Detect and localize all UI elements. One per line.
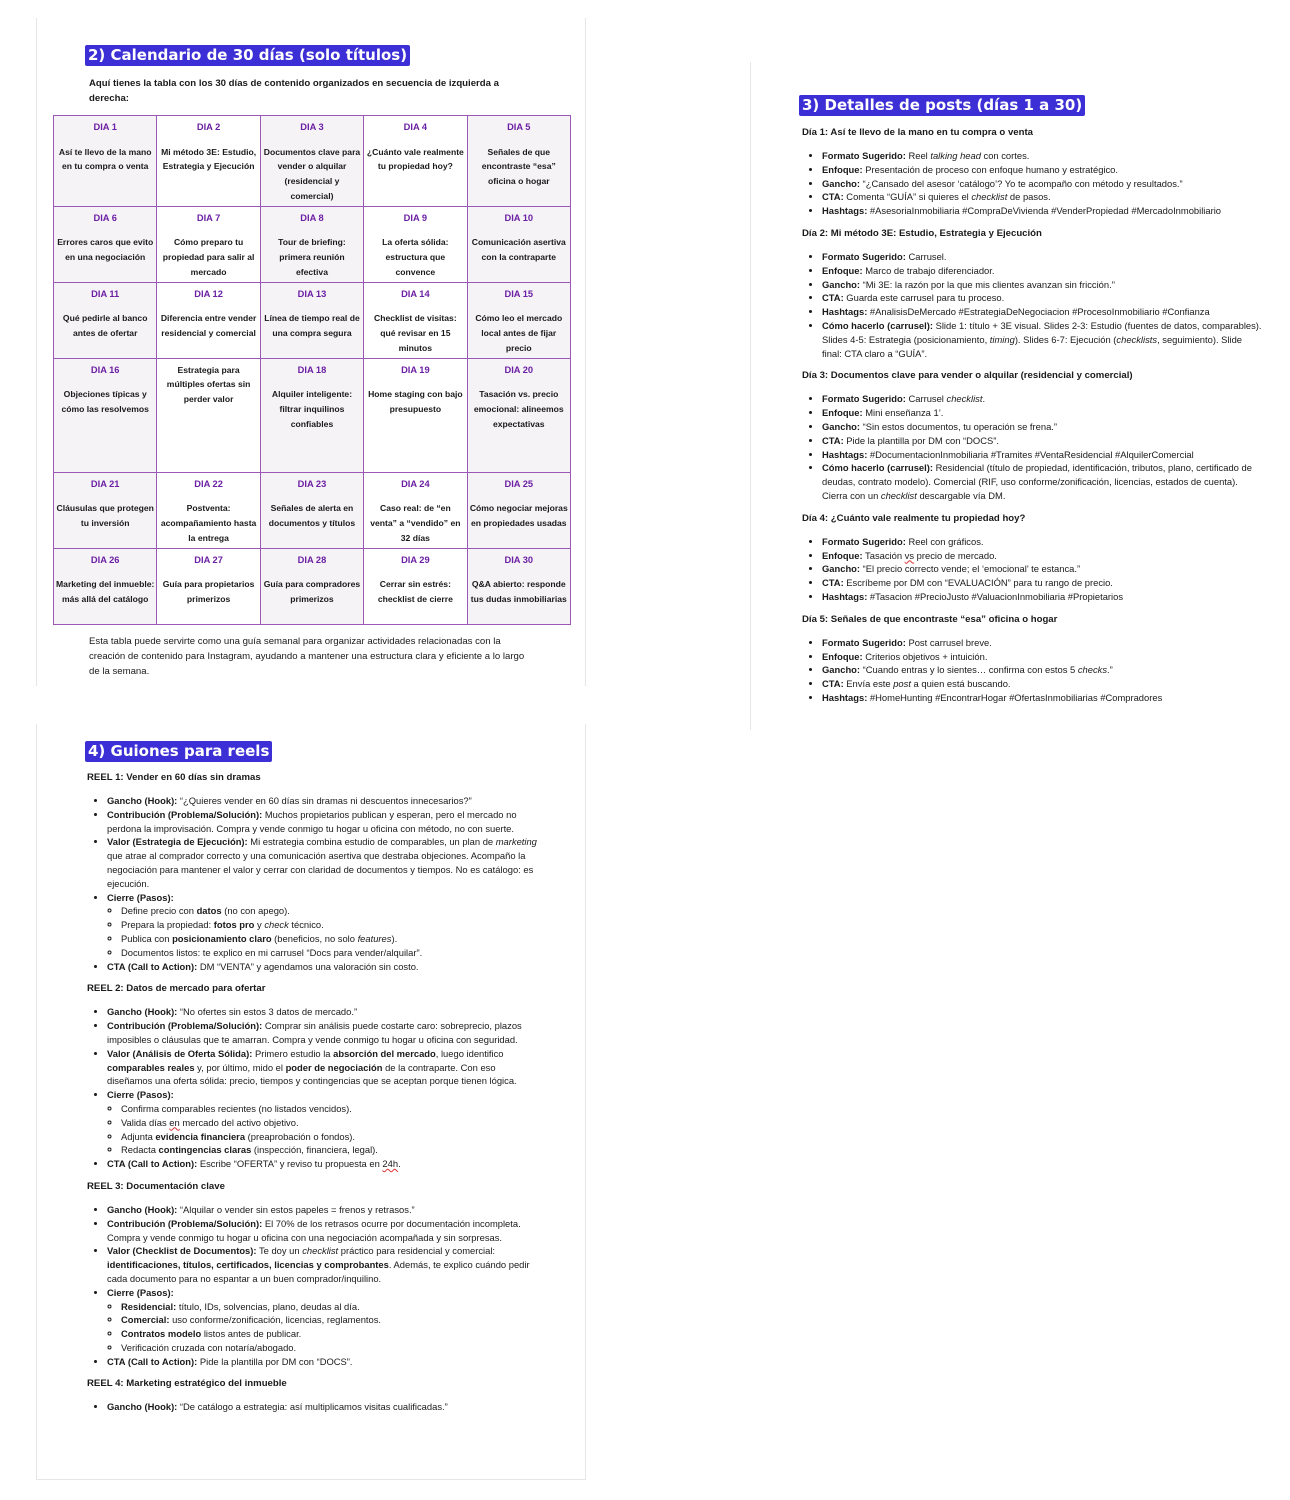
post-field: • CTA: Envía este post a quien está buscando.: [822, 677, 1262, 691]
details-body: [802, 126, 1262, 705]
reel-step: ◦ Confirma comparables recientes (no listados vencidos).: [121, 1102, 537, 1116]
calendar-cell: [260, 282, 363, 358]
day-number: DIA 1: [93, 122, 117, 132]
reel-bullet: • Gancho (Hook): “¿Quieres vender en 60 días sin dramas ni descuentos innecesarios?”: [107, 794, 537, 808]
calendar-cell: [364, 282, 467, 358]
calendar-cell: [157, 548, 260, 624]
reel-bullet: • Valor (Estrategia de Ejecución): Mi estrategia combina estudio de comparables, un plan de marketing que atrae al comprador correcto y una comunicación asertiva que destraba objeciones. Acompaño la negociación para mantener el valor y cerrar con claridad de documentos y tiempos. No es catálogo: es ejecución.: [107, 835, 537, 890]
day-number: DIA 19: [401, 364, 430, 375]
post-field: • Hashtags: #HomeHunting #EncontrarHogar #OfertasInmobiliarias #Compradores: [822, 691, 1262, 705]
details-heading-wrap: [799, 95, 1085, 116]
reel-step: ◦ Verificación cruzada con notaría/abogado.: [121, 1341, 537, 1355]
post-title: Día 5: Señales de que encontraste “esa” oficina o hogar: [802, 613, 1058, 625]
day-title: Señales de que encontraste “esa” oficina o hogar: [481, 146, 556, 187]
reel-bullet-list: [87, 1005, 537, 1171]
day-number: DIA 20: [504, 364, 534, 375]
day-number: DIA 26: [90, 554, 120, 565]
day-title: Q&A abierto: responde tus dudas inmobiliarias: [470, 579, 567, 604]
day-title: Línea de tiempo real de una compra segura: [264, 313, 360, 338]
post-title: Día 3: Documentos clave para vender o alquilar (residencial y comercial): [802, 370, 1133, 382]
details-heading: 3) Detalles de posts (días 1 a 30): [799, 95, 1085, 116]
calendar-cell: [157, 206, 260, 282]
day-title: La oferta sólida: estructura que convence: [382, 237, 449, 277]
day-title: Errores caros que evito en una negociación: [57, 237, 154, 262]
calendar-intro: Aquí tienes la tabla con los 30 días de contenido organizados en secuencia de izquierda a derecha:: [89, 78, 499, 104]
reel-bullet: • Cierre (Pasos): ◦ Residencial: título, IDs, solvencias, plano, deudas al día. ◦ Comercial: uso conforme/zonificación, licencias, reglamentos. ◦ Contratos modelo listos antes de publicar. ◦ Verificación cruzada con notaría/abogado.: [107, 1286, 537, 1355]
calendar-row: [54, 116, 571, 207]
calendar-cell: [157, 472, 260, 548]
calendar-cell: [467, 358, 570, 472]
calendar-cell: [260, 548, 363, 624]
day-title: Diferencia entre vender residencial y comercial: [160, 313, 257, 338]
calendar-cell: [157, 282, 260, 358]
reel-title: REEL 2: Datos de mercado para ofertar: [87, 983, 266, 995]
post-field: • CTA: Guarda este carrusel para tu proceso.: [822, 291, 1262, 305]
day-number: DIA 3: [300, 122, 324, 132]
calendar-row: [54, 206, 571, 282]
reels-page: [36, 724, 586, 1480]
day-title: Guía para propietarios primerizos: [162, 579, 255, 604]
post-field: • Formato Sugerido: Reel con gráficos.: [822, 535, 1262, 549]
reel-bullet: • Cierre (Pasos): ◦ Confirma comparables recientes (no listados vencidos). ◦ Valida días en mercado del activo objetivo. ◦ Adjunta evidencia financiera (preaprobación o fondos). ◦ Redacta contingencias claras (inspección, financiera, legal).: [107, 1088, 537, 1157]
day-title: Cómo leo el mercado local antes de fijar precio: [475, 313, 563, 353]
calendar-outro: Esta tabla puede servirte como una guía semanal para organizar actividades relacionadas con la creación de contenido para Instagram, ayudando a mantener una estructura clara y eficiente a lo largo de la semana.: [89, 636, 525, 677]
day-title: Guía para compradores primerizos: [263, 579, 361, 604]
reel-step: ◦ Publica con posicionamiento claro (beneficios, no solo features).: [121, 932, 537, 946]
calendar-cell: [157, 116, 260, 207]
post-field: • Cómo hacerlo (carrusel): Residencial (título de propiedad, identificación, tributos, plano, certificado de deudas, contrato modelo). Comercial (RIF, uso conforme/zonificación, licencias, estados de cuenta). Cierra con un checklist descargable vía DM.: [822, 461, 1262, 502]
reel-bullet: • CTA (Call to Action): DM “VENTA” y agendamos una valoración sin costo.: [107, 960, 537, 974]
reel-bullet: • Gancho (Hook): “No ofertes sin estos 3 datos de mercado.”: [107, 1005, 537, 1019]
reel-step-list: [107, 1300, 537, 1355]
calendar-page: [36, 18, 586, 686]
post-field: • Enfoque: Marco de trabajo diferenciador.: [822, 264, 1262, 278]
calendar-row: [54, 472, 571, 548]
post-field: • Formato Sugerido: Carrusel.: [822, 250, 1262, 264]
day-number: DIA 22: [194, 478, 223, 489]
calendar-cell: [157, 358, 260, 472]
day-number: DIA 23: [297, 478, 327, 489]
day-number: DIA 24: [401, 478, 430, 489]
post-field-list: [802, 149, 1262, 218]
reel-bullet: • Cierre (Pasos): ◦ Define precio con datos (no con apego). ◦ Prepara la propiedad: fotos pro y check técnico. ◦ Publica con posicionamiento claro (beneficios, no solo features). ◦ Documentos listos: te explico en mi carrusel “Docs para vender/alquilar”.: [107, 891, 537, 960]
reel-bullet: • Valor (Análisis de Oferta Sólida): Primero estudio la absorción del mercado, luego identifico comparables reales y, por último, mido el poder de negociación de la contraparte. Con eso diseñamos una oferta sólida: precio, tiempos y contingencias que se aceptan porque tienen lógica.: [107, 1047, 537, 1088]
day-number: DIA 28: [297, 554, 327, 565]
day-number: DIA 27: [194, 554, 223, 565]
day-title: Qué pedirle al banco antes de ofertar: [62, 313, 148, 338]
calendar-cell: [467, 206, 570, 282]
post-field: • Hashtags: #DocumentacionInmobiliaria #Tramites #VentaResidencial #AlquilerComercial: [822, 448, 1262, 462]
reel-step: ◦ Contratos modelo listos antes de publicar.: [121, 1327, 537, 1341]
reel-title: REEL 4: Marketing estratégico del inmueble: [87, 1378, 287, 1390]
calendar-cell: [467, 116, 570, 207]
day-number: DIA 6: [93, 212, 117, 223]
reel-bullet: • Gancho (Hook): “De catálogo a estrategia: así multiplicamos visitas cualificadas.”: [107, 1400, 537, 1414]
day-number: DIA 16: [90, 364, 120, 375]
day-number: DIA 7: [196, 212, 221, 223]
post-field: • Gancho: “Cuando entras y lo sientes… confirma con estos 5 checks.”: [822, 663, 1262, 677]
post-field-list: [802, 250, 1262, 360]
day-title: Objeciones típicas y cómo las resolvemos: [61, 389, 149, 414]
day-number: DIA 18: [297, 364, 327, 375]
post-field: • Enfoque: Tasación vs precio de mercado.: [822, 549, 1262, 563]
post-field: • CTA: Comenta “GUÍA” si quieres el checklist de pasos.: [822, 190, 1262, 204]
calendar-cell: [54, 206, 157, 282]
calendar-table: [53, 115, 571, 625]
post-title: Día 2: Mi método 3E: Estudio, Estrategia y Ejecución: [802, 227, 1042, 239]
day-number: DIA 14: [401, 288, 430, 299]
post-field: • Formato Sugerido: Carrusel checklist.: [822, 392, 1262, 406]
day-number: DIA 29: [401, 554, 430, 565]
calendar-heading-wrap: [85, 45, 410, 66]
calendar-row: [54, 282, 571, 358]
reel-title: REEL 3: Documentación clave: [87, 1180, 225, 1192]
reel-bullet: • Contribución (Problema/Solución): El 70% de los retrasos ocurre por documentación incompleta. Compra y vende conmigo tu hogar u oficina con una negociación acompañada y sin sorpresas.: [107, 1217, 537, 1245]
calendar-cell: [54, 548, 157, 624]
reel-step: ◦ Residencial: título, IDs, solvencias, plano, deudas al día.: [121, 1300, 537, 1314]
post-field: • Gancho: “Mi 3E: la razón por la que mis clientes avanzan sin fricción.”: [822, 278, 1262, 292]
calendar-cell: [260, 472, 363, 548]
day-title: Tour de briefing: primera reunión efectiva: [278, 237, 346, 277]
day-title: Postventa: acompañamiento hasta la entrega: [160, 503, 257, 543]
day-number: DIA 12: [194, 288, 223, 299]
day-title: Cómo negociar mejoras en propiedades usadas: [469, 503, 568, 528]
calendar-cell: [364, 472, 467, 548]
calendar-cell: [364, 206, 467, 282]
day-title: Alquiler inteligente: filtrar inquilinos confiables: [271, 389, 353, 429]
day-title: Checklist de visitas: qué revisar en 15 minutos: [374, 313, 457, 353]
calendar-cell: [54, 358, 157, 472]
reel-step: ◦ Adjunta evidencia financiera (preaprobación o fondos).: [121, 1130, 537, 1144]
post-field: • Hashtags: #AsesoriaInmobiliaria #CompraDeVivienda #VenderPropiedad #MercadoInmobiliario: [822, 204, 1262, 218]
calendar-cell: [260, 116, 363, 207]
post-field: • Gancho: “¿Cansado del asesor ‘catálogo’? Yo te acompaño con método y resultados.”: [822, 177, 1262, 191]
day-number: DIA 30: [504, 554, 534, 565]
post-title: Día 4: ¿Cuánto vale realmente tu propiedad hoy?: [802, 512, 1026, 524]
post-details-page: [750, 62, 1290, 730]
post-field: • Formato Sugerido: Reel talking head con cortes.: [822, 149, 1262, 163]
post-field: • CTA: Escríbeme por DM con “EVALUACIÓN” para tu rango de precio.: [822, 576, 1262, 590]
reel-title: REEL 1: Vender en 60 días sin dramas: [87, 772, 261, 783]
calendar-cell: [260, 206, 363, 282]
post-field: • Enfoque: Criterios objetivos + intuición.: [822, 650, 1262, 664]
day-number: DIA 10: [504, 212, 534, 223]
calendar-cell: [54, 282, 157, 358]
calendar-row: [54, 548, 571, 624]
post-field: • Formato Sugerido: Post carrusel breve.: [822, 636, 1262, 650]
calendar-cell: [54, 472, 157, 548]
day-number: DIA 21: [90, 478, 120, 489]
day-title: Mi método 3E: Estudio, Estrategia y Ejecución: [161, 146, 257, 172]
day-title: Comunicación asertiva con la contraparte: [471, 237, 566, 262]
post-field: • Gancho: “El precio correcto vende; el ‘emocional’ te estanca.”: [822, 562, 1262, 576]
reel-step: ◦ Documentos listos: te explico en mi carrusel “Docs para vender/alquilar”.: [121, 946, 537, 960]
reel-step-list: [107, 1102, 537, 1157]
calendar-cell: [467, 548, 570, 624]
reel-bullet: • Contribución (Problema/Solución): Comprar sin análisis puede costarte caro: sobreprecio, plazos imposibles o cláusulas que te amarran. Compra y vende conmigo tu hogar u oficina con seguridad.: [107, 1019, 537, 1047]
day-title: Cerrar sin estrés: checklist de cierre: [377, 579, 453, 604]
day-title: Caso real: de “en venta” a “vendido” en 32 días: [370, 503, 461, 543]
reels-body: [87, 771, 537, 1414]
calendar-cell: [364, 548, 467, 624]
post-field: • Cómo hacerlo (carrusel): Slide 1: título + 3E visual. Slides 2-3: Estudio (fuentes de datos, comparables). Slides 4-5: Estrategia (posicionamiento, timing). Slides 6-7: Ejecución (checklists, seguimiento). Slide final: CTA claro a “GUÍA”.: [822, 319, 1262, 360]
calendar-cell: [364, 116, 467, 207]
day-title: Señales de alerta en documentos y títulos: [268, 503, 356, 528]
reel-step-list: [107, 904, 537, 959]
reel-step: ◦ Define precio con datos (no con apego).: [121, 904, 537, 918]
calendar-cell: [54, 116, 157, 207]
reels-heading: 4) Guiones para reels: [85, 741, 272, 762]
calendar-cell: [364, 358, 467, 472]
reel-bullet: • CTA (Call to Action): Pide la plantilla por DM con “DOCS”.: [107, 1355, 537, 1369]
calendar-cell: [467, 282, 570, 358]
day-number: DIA 13: [297, 288, 327, 299]
day-number: DIA 25: [504, 478, 534, 489]
day-title: Tasación vs. precio emocional: alineemos expectativas: [473, 389, 564, 429]
calendar-cell: [467, 472, 570, 548]
day-title: Estrategia para múltiples ofertas sin perder valor: [166, 364, 251, 404]
day-number: DIA 5: [507, 122, 531, 132]
post-field-list: [802, 636, 1262, 705]
day-number: DIA 11: [91, 288, 120, 299]
reel-step: ◦ Prepara la propiedad: fotos pro y check técnico.: [121, 918, 537, 932]
reel-bullet: • Gancho (Hook): “Alquilar o vender sin estos papeles = frenos y retrasos.”: [107, 1203, 537, 1217]
post-field: • Hashtags: #AnalisisDeMercado #EstrategiaDeNegociacion #ProcesoInmobiliario #Confianza: [822, 305, 1262, 319]
post-field: • Gancho: “Sin estos documentos, tu operación se frena.”: [822, 420, 1262, 434]
reel-bullet: • CTA (Call to Action): Escribe “OFERTA” y reviso tu propuesta en 24h.: [107, 1157, 537, 1171]
day-title: ¿Cuánto vale realmente tu propiedad hoy?: [366, 146, 464, 172]
reel-step: ◦ Valida días en mercado del activo objetivo.: [121, 1116, 537, 1130]
post-field: • Enfoque: Presentación de proceso con enfoque humano y estratégico.: [822, 163, 1262, 177]
day-number: DIA 15: [504, 288, 534, 299]
day-number: DIA 2: [196, 122, 221, 132]
reel-bullet-list: [87, 1400, 537, 1414]
reels-heading-wrap: [85, 741, 272, 762]
post-title: Día 1: Así te llevo de la mano en tu compra o venta: [802, 127, 1034, 138]
calendar-row: [54, 358, 571, 472]
day-title: Cómo preparo tu propiedad para salir al mercado: [162, 237, 255, 277]
post-field: • Enfoque: Mini enseñanza 1’.: [822, 406, 1262, 420]
calendar-heading: 2) Calendario de 30 días (solo títulos): [85, 45, 410, 66]
post-field-list: [802, 392, 1262, 502]
reel-step: ◦ Redacta contingencias claras (inspección, financiera, legal).: [121, 1143, 537, 1157]
post-field-list: [802, 535, 1262, 604]
reel-bullet: • Contribución (Problema/Solución): Muchos propietarios publican y esperan, pero el mercado no perdona la improvisación. Compra y vende conmigo tu hogar u oficina con método, no con suerte.: [107, 808, 537, 836]
day-title: Así te llevo de la mano en tu compra o venta: [58, 146, 152, 172]
calendar-cell: [260, 358, 363, 472]
reel-bullet-list: [87, 1203, 537, 1369]
reel-bullet-list: [87, 794, 537, 973]
post-field: • CTA: Pide la plantilla por DM con “DOCS”.: [822, 434, 1262, 448]
day-title: Marketing del inmueble: más allá del catálogo: [56, 579, 155, 604]
day-title: Cláusulas que protegen tu inversión: [56, 503, 154, 528]
day-title: Documentos clave para vender o alquilar (residencial y comercial): [263, 146, 361, 201]
day-number: DIA 4: [403, 122, 428, 132]
day-number: DIA 9: [403, 212, 428, 223]
reel-bullet: • Valor (Checklist de Documentos): Te doy un checklist práctico para residencial y comercial: identificaciones, títulos, certificados, licencias y comprobantes. Además, te explico cuándo pedir cada documento para no espantar a un buen comprador/inquilino.: [107, 1244, 537, 1285]
day-title: Home staging con bajo presupuesto: [368, 389, 463, 414]
day-number: DIA 8: [300, 212, 324, 223]
post-field: • Hashtags: #Tasacion #PrecioJusto #ValuacionInmobiliaria #Propietarios: [822, 590, 1262, 604]
reel-step: ◦ Comercial: uso conforme/zonificación, licencias, reglamentos.: [121, 1313, 537, 1327]
